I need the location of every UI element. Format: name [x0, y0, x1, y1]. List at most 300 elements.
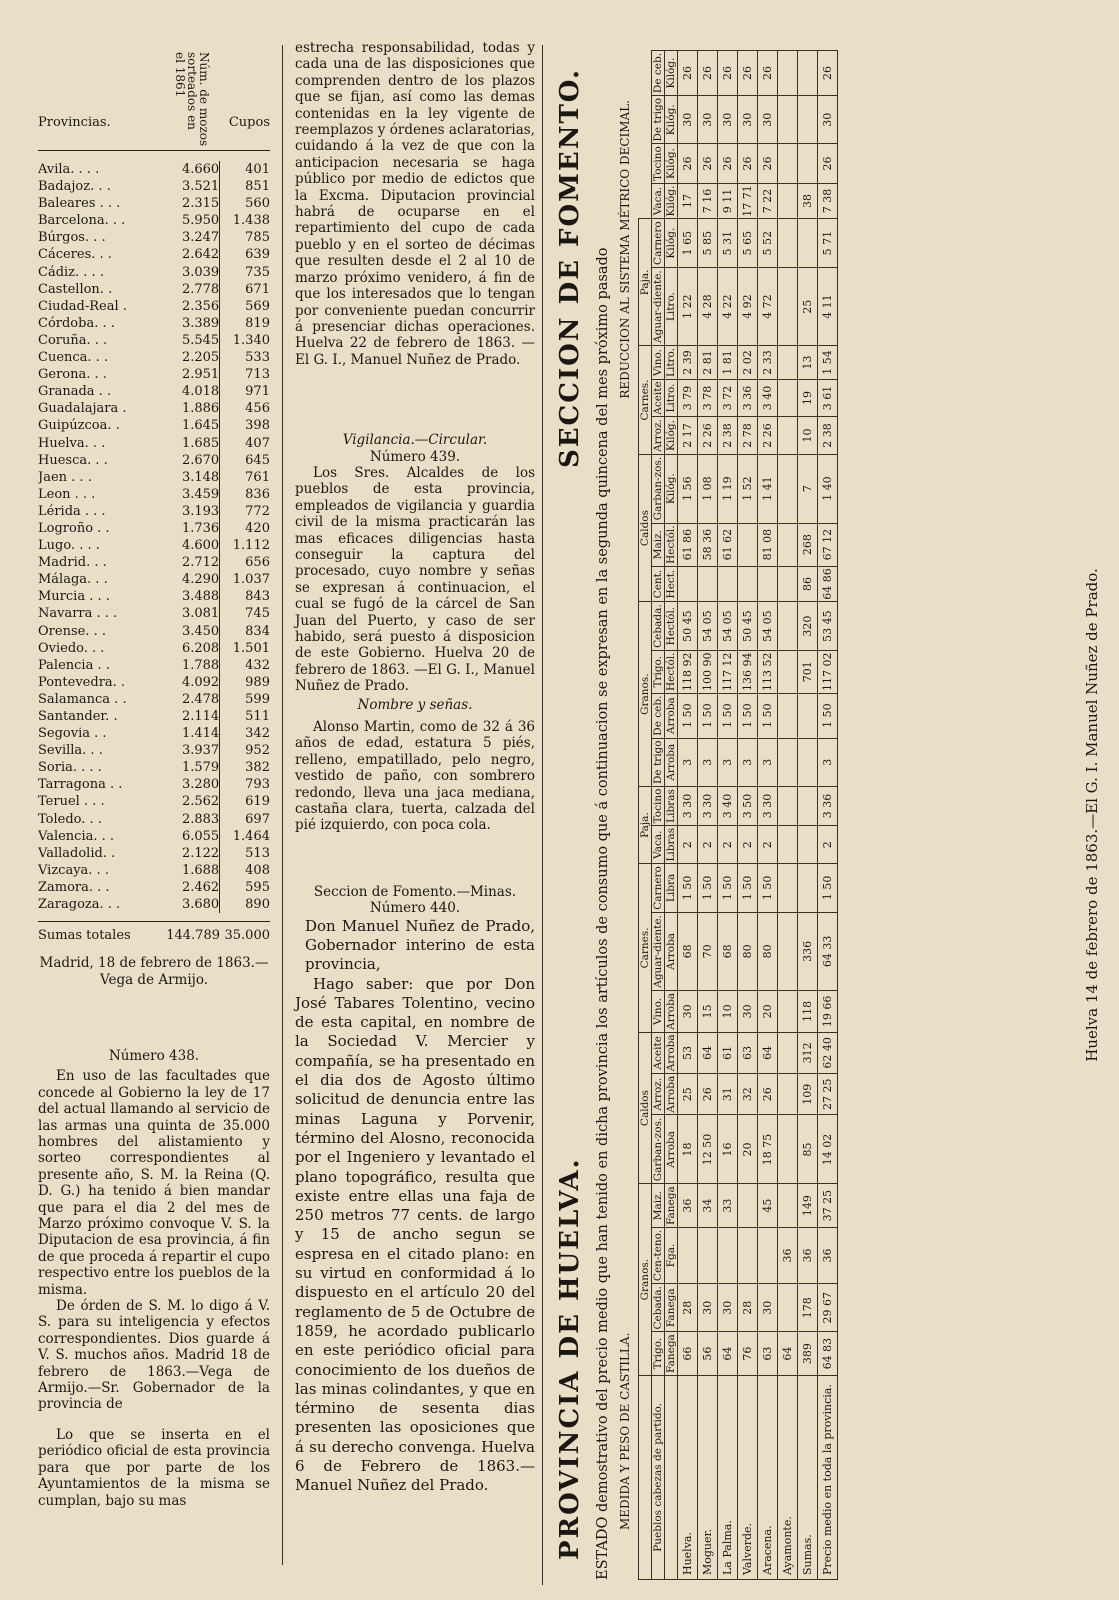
quota-row	[38, 742, 270, 759]
column-header: Aguar-diente.	[652, 912, 665, 991]
unit-header: Litro.	[665, 267, 678, 346]
province-name: Vizcaya. . .	[38, 862, 109, 878]
price-cell	[778, 1115, 798, 1184]
mozos-count: 3.459	[181, 486, 220, 502]
column-divider	[542, 45, 543, 1585]
price-cell: 3 61	[818, 379, 838, 417]
price-cell: 12 50	[698, 1115, 718, 1184]
price-cell: 178	[798, 1284, 818, 1332]
price-cell: 1 50	[818, 864, 838, 912]
mozos-count: 1.886	[181, 401, 220, 417]
province-name: Leon . . .	[38, 486, 96, 502]
province-name: Barcelona. . .	[38, 213, 126, 229]
quota-row	[38, 845, 270, 862]
unit-header: Kilóg.	[665, 183, 678, 219]
estado-title-right: SECCION DE FOMENTO.	[555, 68, 585, 469]
price-cell: 66	[678, 1332, 698, 1375]
price-cell: 1 50	[758, 864, 778, 912]
price-cell: 1 41	[758, 454, 778, 523]
mozos-count: 2.356	[181, 298, 220, 314]
price-cell: 1 50	[678, 693, 698, 738]
circular-continuation: estrecha responsabilidad, todas y cada una de las disposiciones que comprenden dentro de los plazos que se fijan, así como las demas contenidas en la ley vigente de reemplazos y órdenes aclaratorias, cuidando á la vez de que con la anticipacion necesaria se haga público por medio de edictos que la Excma. Diputacion provincial habrá de ocuparse en el repartimiento del cupo de cada pueblo y en el sorteo de décimas que resulten desde el 2 al 10 de marzo próximo venidero, á fin de que los interesados que lo tengan por conveniente puedan concurrir á presenciar dichas operaciones. Huelva 22 de febrero de 1863. —El G. I., Manuel Nuñez de Prado.	[295, 40, 535, 368]
price-cell: 3	[678, 738, 698, 786]
price-cell	[778, 1032, 798, 1073]
mozos-count: 3.937	[181, 743, 220, 759]
cupo-value: 1.112	[219, 537, 270, 554]
unit-header: Arroba	[665, 991, 678, 1032]
province-name: Búrgos. . .	[38, 230, 106, 246]
decree-number: Número 438.	[108, 1047, 200, 1064]
cupo-value: 656	[219, 554, 270, 571]
price-cell: 2 02	[738, 346, 758, 379]
price-cell	[778, 96, 798, 144]
price-cell	[778, 144, 798, 183]
price-cell: 3 30	[758, 786, 778, 825]
quota-sum-row	[38, 928, 270, 943]
column-header: Trigo.	[652, 650, 665, 693]
unit-header: Hectól.	[665, 523, 678, 566]
province-name: Palencia . .	[38, 657, 110, 673]
unit-header: Libras	[665, 826, 678, 864]
price-cell: 56	[698, 1332, 718, 1375]
unit-header: Arroba	[665, 738, 678, 786]
cupo-value: 772	[219, 503, 270, 520]
group-header: Carnes.	[639, 864, 652, 1032]
mozos-count: 5.950	[181, 213, 220, 229]
unit-header: Kilóg.	[665, 454, 678, 523]
column-header: De ceb.	[652, 51, 665, 96]
column-header: Cen-teno.	[652, 1227, 665, 1283]
price-cell: 3 50	[738, 786, 758, 825]
province-name: Madrid. . .	[38, 555, 107, 571]
province-name: Cádiz. . . .	[38, 264, 104, 280]
quota-row	[38, 640, 270, 657]
quota-row	[38, 161, 270, 178]
price-cell: 1 50	[718, 864, 738, 912]
price-cell: 70	[698, 912, 718, 991]
quota-row	[38, 503, 270, 520]
quota-row	[38, 537, 270, 554]
group-header: Granos.	[639, 602, 652, 786]
mozos-count: 2.562	[181, 794, 220, 810]
province-name: Toledo. . .	[38, 811, 102, 827]
price-cell: 3	[718, 738, 738, 786]
column-header: Aceite	[652, 1032, 665, 1073]
price-cell: 1 50	[738, 693, 758, 738]
quota-row	[38, 759, 270, 776]
province-name: Gerona. . .	[38, 367, 107, 383]
price-cell: 117 12	[718, 650, 738, 693]
mozos-count: 5.545	[181, 332, 220, 348]
price-cell	[778, 1074, 798, 1115]
cupo-value: 785	[219, 229, 270, 246]
sum-label: Sumas totales	[38, 928, 131, 944]
price-cell: 10	[798, 417, 818, 454]
price-cell: 26	[698, 51, 718, 96]
mozos-count: 1.414	[181, 726, 220, 742]
cupo-value: 533	[219, 349, 270, 366]
province-name: Tarragona . .	[38, 777, 123, 793]
unit-header: Kilóg.	[665, 51, 678, 96]
row-label: Moguer.	[698, 1375, 718, 1579]
mozos-count: 2.122	[181, 845, 220, 861]
unit-header: Libras	[665, 786, 678, 825]
price-cell	[798, 786, 818, 825]
price-cell: 25	[798, 267, 818, 346]
price-cell: 7	[798, 454, 818, 523]
province-name: Huesca. . .	[38, 452, 108, 468]
group-header: Paja.	[639, 219, 652, 346]
cupo-value: 989	[219, 674, 270, 691]
mozos-count: 2.642	[181, 247, 220, 263]
province-name: Baleares . . .	[38, 196, 121, 212]
mozos-count: 2.951	[181, 367, 220, 383]
estado-footer: Huelva 14 de febrero de 1863.—El G. I. Manuel Nuñez de Prado.	[1083, 568, 1101, 1062]
price-cell: 3 36	[818, 786, 838, 825]
price-cell: 30	[718, 96, 738, 144]
price-cell: 5 52	[758, 219, 778, 267]
province-name: Córdoba. . .	[38, 315, 115, 331]
price-cell: 64	[778, 1332, 798, 1375]
price-cell	[778, 1184, 798, 1227]
column-header: Garban-zos.	[652, 454, 665, 523]
mozos-count: 2.670	[181, 452, 220, 468]
mozos-count: 4.660	[181, 162, 220, 177]
price-cell: 3 30	[678, 786, 698, 825]
price-cell: 34	[698, 1184, 718, 1227]
cupo-value: 971	[219, 383, 270, 400]
unit-header: Arroba	[665, 1115, 678, 1184]
quota-row	[38, 332, 270, 349]
price-cell: 26	[698, 144, 718, 183]
cupo-value: 407	[219, 435, 270, 452]
price-cell	[778, 650, 798, 693]
price-cell: 7 16	[698, 183, 718, 219]
estado-row	[678, 51, 698, 1580]
column-header: Vino.	[652, 991, 665, 1032]
price-cell: 61 86	[678, 523, 698, 566]
price-cell: 64	[698, 1032, 718, 1073]
province-name: Lugo. . . .	[38, 538, 100, 554]
cupo-value: 398	[219, 417, 270, 434]
group-header: Paja.	[639, 786, 652, 863]
column-header: Pueblos cabezas de partido.	[652, 1375, 665, 1579]
quota-row	[38, 623, 270, 640]
price-cell: 149	[798, 1184, 818, 1227]
price-cell: 3 40	[718, 786, 738, 825]
price-cell: 80	[758, 912, 778, 991]
column-header: De trigo	[652, 738, 665, 786]
price-cell: 118	[798, 991, 818, 1032]
estado-group-row	[639, 51, 652, 1580]
column-header: De ceb.	[652, 693, 665, 738]
price-cell: 320	[798, 602, 818, 650]
price-cell	[678, 566, 698, 602]
price-cell: 14 02	[818, 1115, 838, 1184]
price-cell: 7 22	[758, 183, 778, 219]
cupo-value: 735	[219, 264, 270, 281]
cupo-value: 836	[219, 486, 270, 503]
decree-body-2: De órden de S. M. lo digo á V. S. para su inteligencia y efectos correspondientes. Dios guarde á V. S. muchos años. Madrid 18 de febrero de 1863.—Vega de Armijo.—Sr. Gobernador de la provincia de	[38, 1298, 270, 1413]
price-cell	[798, 826, 818, 864]
vigilancia-body: Los Sres. Alcaldes de los pueblos de esta provincia, empleados de vigilancia y guardia civil de la misma practicarán las mas eficaces diligencias hasta conseguir la captura del procesado, cuyo nombre y señas se expresan á continuacion, el cual se fugó de la cárcel de San Juan del Puerto, y caso de ser habido, será puesto á disposicion de este Gobierno. Huelva 20 de febrero de 1863. —El G. I., Manuel Nuñez de Prado.	[295, 464, 535, 695]
price-cell: 2 26	[758, 417, 778, 454]
price-cell: 37 25	[818, 1184, 838, 1227]
price-cell: 1 56	[678, 454, 698, 523]
quota-row	[38, 366, 270, 383]
estado-average-row	[818, 51, 838, 1580]
group-header: Caldos	[639, 1032, 652, 1184]
column-header: Cebada.	[652, 602, 665, 650]
price-cell	[798, 219, 818, 267]
quota-row	[38, 298, 270, 315]
price-cell	[798, 693, 818, 738]
province-name: Lérida . . .	[38, 503, 106, 519]
price-cell: 2 78	[738, 417, 758, 454]
province-name: Coruña. . .	[38, 332, 108, 348]
province-name: Sevilla. . .	[38, 743, 103, 759]
row-label: Valverde.	[738, 1375, 758, 1579]
estado-sum-row	[798, 51, 818, 1580]
price-cell: 2	[718, 826, 738, 864]
price-cell: 2	[758, 826, 778, 864]
price-cell: 4 22	[718, 267, 738, 346]
price-cell	[778, 826, 798, 864]
mozos-count: 3.193	[181, 503, 220, 519]
cupo-value: 793	[219, 776, 270, 793]
price-cell: 268	[798, 523, 818, 566]
price-cell: 4 72	[758, 267, 778, 346]
price-cell: 3 78	[698, 379, 718, 417]
mozos-count: 3.389	[181, 315, 220, 331]
unit-header: Libra	[665, 864, 678, 912]
province-name: Orense. . .	[38, 623, 106, 639]
fomento-title: Seccion de Fomento.—Minas.	[313, 883, 517, 900]
province-name: Salamanca . .	[38, 691, 127, 707]
cupo-value: 843	[219, 588, 270, 605]
price-cell: 1 50	[698, 864, 718, 912]
price-cell: 2 81	[698, 346, 718, 379]
price-cell: 62 40	[818, 1032, 838, 1073]
row-label: La Palma.	[718, 1375, 738, 1579]
price-cell	[778, 523, 798, 566]
price-cell: 29 67	[818, 1284, 838, 1332]
price-cell: 30	[758, 1284, 778, 1332]
price-cell	[718, 566, 738, 602]
column-header: Maiz.	[652, 1184, 665, 1227]
price-cell: 3 36	[738, 379, 758, 417]
column-header: Vaca.	[652, 183, 665, 219]
price-cell: 63	[758, 1332, 778, 1375]
estado-row	[738, 51, 758, 1580]
quota-row	[38, 879, 270, 896]
cupo-value: 342	[219, 725, 270, 742]
cupo-value: 1.464	[219, 828, 270, 845]
cupo-value: 569	[219, 298, 270, 315]
price-cell: 2 39	[678, 346, 698, 379]
cupo-value: 671	[219, 281, 270, 298]
quota-row	[38, 691, 270, 708]
cupo-value: 560	[219, 195, 270, 212]
price-cell	[778, 864, 798, 912]
province-name: Huelva. . .	[38, 435, 106, 451]
price-cell: 81 08	[758, 523, 778, 566]
column-header: Tocino	[652, 144, 665, 183]
price-cell: 26	[758, 144, 778, 183]
price-cell: 701	[798, 650, 818, 693]
group-header: Carnes.	[639, 346, 652, 454]
quota-row	[38, 571, 270, 588]
province-name: Logroño . .	[38, 520, 110, 536]
column-header: Arroz.	[652, 417, 665, 454]
price-cell: 32	[738, 1074, 758, 1115]
price-cell	[738, 566, 758, 602]
unit-header: Kilóg.	[665, 144, 678, 183]
row-label: Precio medio en toda la provincia.	[818, 1375, 838, 1579]
column-header: Garban-zos.	[652, 1115, 665, 1184]
estado-table-body	[678, 51, 838, 1580]
price-cell: 312	[798, 1032, 818, 1073]
mozos-count: 1.579	[181, 760, 220, 776]
price-cell: 4 11	[818, 267, 838, 346]
price-cell: 26	[758, 51, 778, 96]
price-cell: 2	[738, 826, 758, 864]
mozos-count: 2.462	[181, 879, 220, 895]
province-name: Málaga. . .	[38, 572, 108, 588]
mozos-count: 2.478	[181, 691, 220, 707]
price-cell	[778, 566, 798, 602]
province-name: Badajoz. . .	[38, 179, 111, 195]
column-header: Vaca.	[652, 826, 665, 864]
column-header: Aceite	[652, 379, 665, 417]
mozos-count: 3.450	[181, 623, 220, 639]
quota-row	[38, 554, 270, 571]
price-cell: 2	[698, 826, 718, 864]
quota-row	[38, 452, 270, 469]
unit-header: Fanega	[665, 1332, 678, 1375]
price-cell: 20	[738, 1115, 758, 1184]
price-cell	[778, 693, 798, 738]
price-cell: 100 90	[698, 650, 718, 693]
price-cell: 2	[678, 826, 698, 864]
column-header: Carnero	[652, 219, 665, 267]
price-cell: 16	[718, 1115, 738, 1184]
price-cell: 5 71	[818, 219, 838, 267]
quota-row	[38, 417, 270, 434]
price-cell: 58 36	[698, 523, 718, 566]
price-cell: 76	[738, 1332, 758, 1375]
price-cell: 113 52	[758, 650, 778, 693]
price-cell: 30	[698, 1284, 718, 1332]
estado-sheet	[548, 38, 1108, 1590]
quota-row	[38, 264, 270, 281]
price-cell: 118 92	[678, 650, 698, 693]
column-divider	[282, 45, 283, 1565]
column-header: Carnero	[652, 864, 665, 912]
province-name: Oviedo. . .	[38, 640, 105, 656]
price-cell: 3	[698, 738, 718, 786]
price-cell: 33	[718, 1184, 738, 1227]
price-cell: 30	[738, 96, 758, 144]
province-name: Castellon. .	[38, 281, 113, 297]
fomento-number: Número 440.	[369, 900, 461, 917]
quota-row	[38, 469, 270, 486]
row-label: Huelva.	[678, 1375, 698, 1579]
senas-body: Alonso Martin, como de 32 á 36 años de edad, estatura 5 piés, relleno, empatillado, pelo negro, vestido de paño, con sombrero redondo, lleva una jaca mediana, castaña clara, tuerta, calzada del pié izquierdo, con poca cola.	[295, 719, 535, 834]
price-cell	[778, 379, 798, 417]
price-cell: 26	[738, 51, 758, 96]
unit-header: Arroba	[665, 912, 678, 991]
price-cell: 67 12	[818, 523, 838, 566]
price-cell	[778, 417, 798, 454]
province-name: Segovia . .	[38, 726, 107, 742]
province-name: Valencia. . .	[38, 828, 115, 844]
province-name: Navarra . . .	[38, 606, 118, 622]
mozos-count: 2.883	[181, 811, 220, 827]
price-cell: 109	[798, 1074, 818, 1115]
price-cell	[778, 183, 798, 219]
cupo-value: 1.340	[219, 332, 270, 349]
unit-header: Arroba	[665, 1074, 678, 1115]
price-cell: 2 33	[758, 346, 778, 379]
price-cell: 54 05	[698, 602, 718, 650]
row-label: Sumas.	[798, 1375, 818, 1579]
group-header: Caldos	[639, 454, 652, 602]
price-cell: 1 22	[678, 267, 698, 346]
price-cell: 1 50	[678, 864, 698, 912]
price-cell: 26	[738, 144, 758, 183]
price-cell: 10	[718, 991, 738, 1032]
price-cell: 54 05	[718, 602, 738, 650]
price-cell: 30	[738, 991, 758, 1032]
cupo-value: 401	[219, 161, 270, 178]
mozos-count: 1.736	[181, 520, 220, 536]
price-cell: 54 05	[758, 602, 778, 650]
price-cell: 20	[758, 991, 778, 1032]
province-name: Cuenca. . .	[38, 350, 109, 366]
price-cell: 136 94	[738, 650, 758, 693]
price-cell: 38	[798, 183, 818, 219]
price-cell	[798, 51, 818, 96]
price-cell	[778, 454, 798, 523]
column-header: Arroz.	[652, 1074, 665, 1115]
price-cell: 13	[798, 346, 818, 379]
price-cell: 45	[758, 1184, 778, 1227]
unit-header	[665, 1375, 678, 1579]
price-cell	[698, 1227, 718, 1283]
price-cell: 26	[678, 144, 698, 183]
price-cell: 26	[718, 51, 738, 96]
price-cell	[778, 912, 798, 991]
price-cell: 80	[738, 912, 758, 991]
quota-row	[38, 725, 270, 742]
quota-row	[38, 349, 270, 366]
price-cell	[778, 267, 798, 346]
quota-row	[38, 435, 270, 452]
cupo-value: 456	[219, 400, 270, 417]
cupo-value: 713	[219, 366, 270, 383]
price-cell: 1 65	[678, 219, 698, 267]
province-name: Avila. . . .	[38, 162, 100, 177]
unit-header: Litro.	[665, 379, 678, 417]
price-cell: 3	[818, 738, 838, 786]
price-cell: 30	[678, 96, 698, 144]
price-cell: 30	[698, 96, 718, 144]
price-cell	[778, 738, 798, 786]
price-cell: 64 33	[818, 912, 838, 991]
price-cell: 3 79	[678, 379, 698, 417]
price-cell: 30	[718, 1284, 738, 1332]
